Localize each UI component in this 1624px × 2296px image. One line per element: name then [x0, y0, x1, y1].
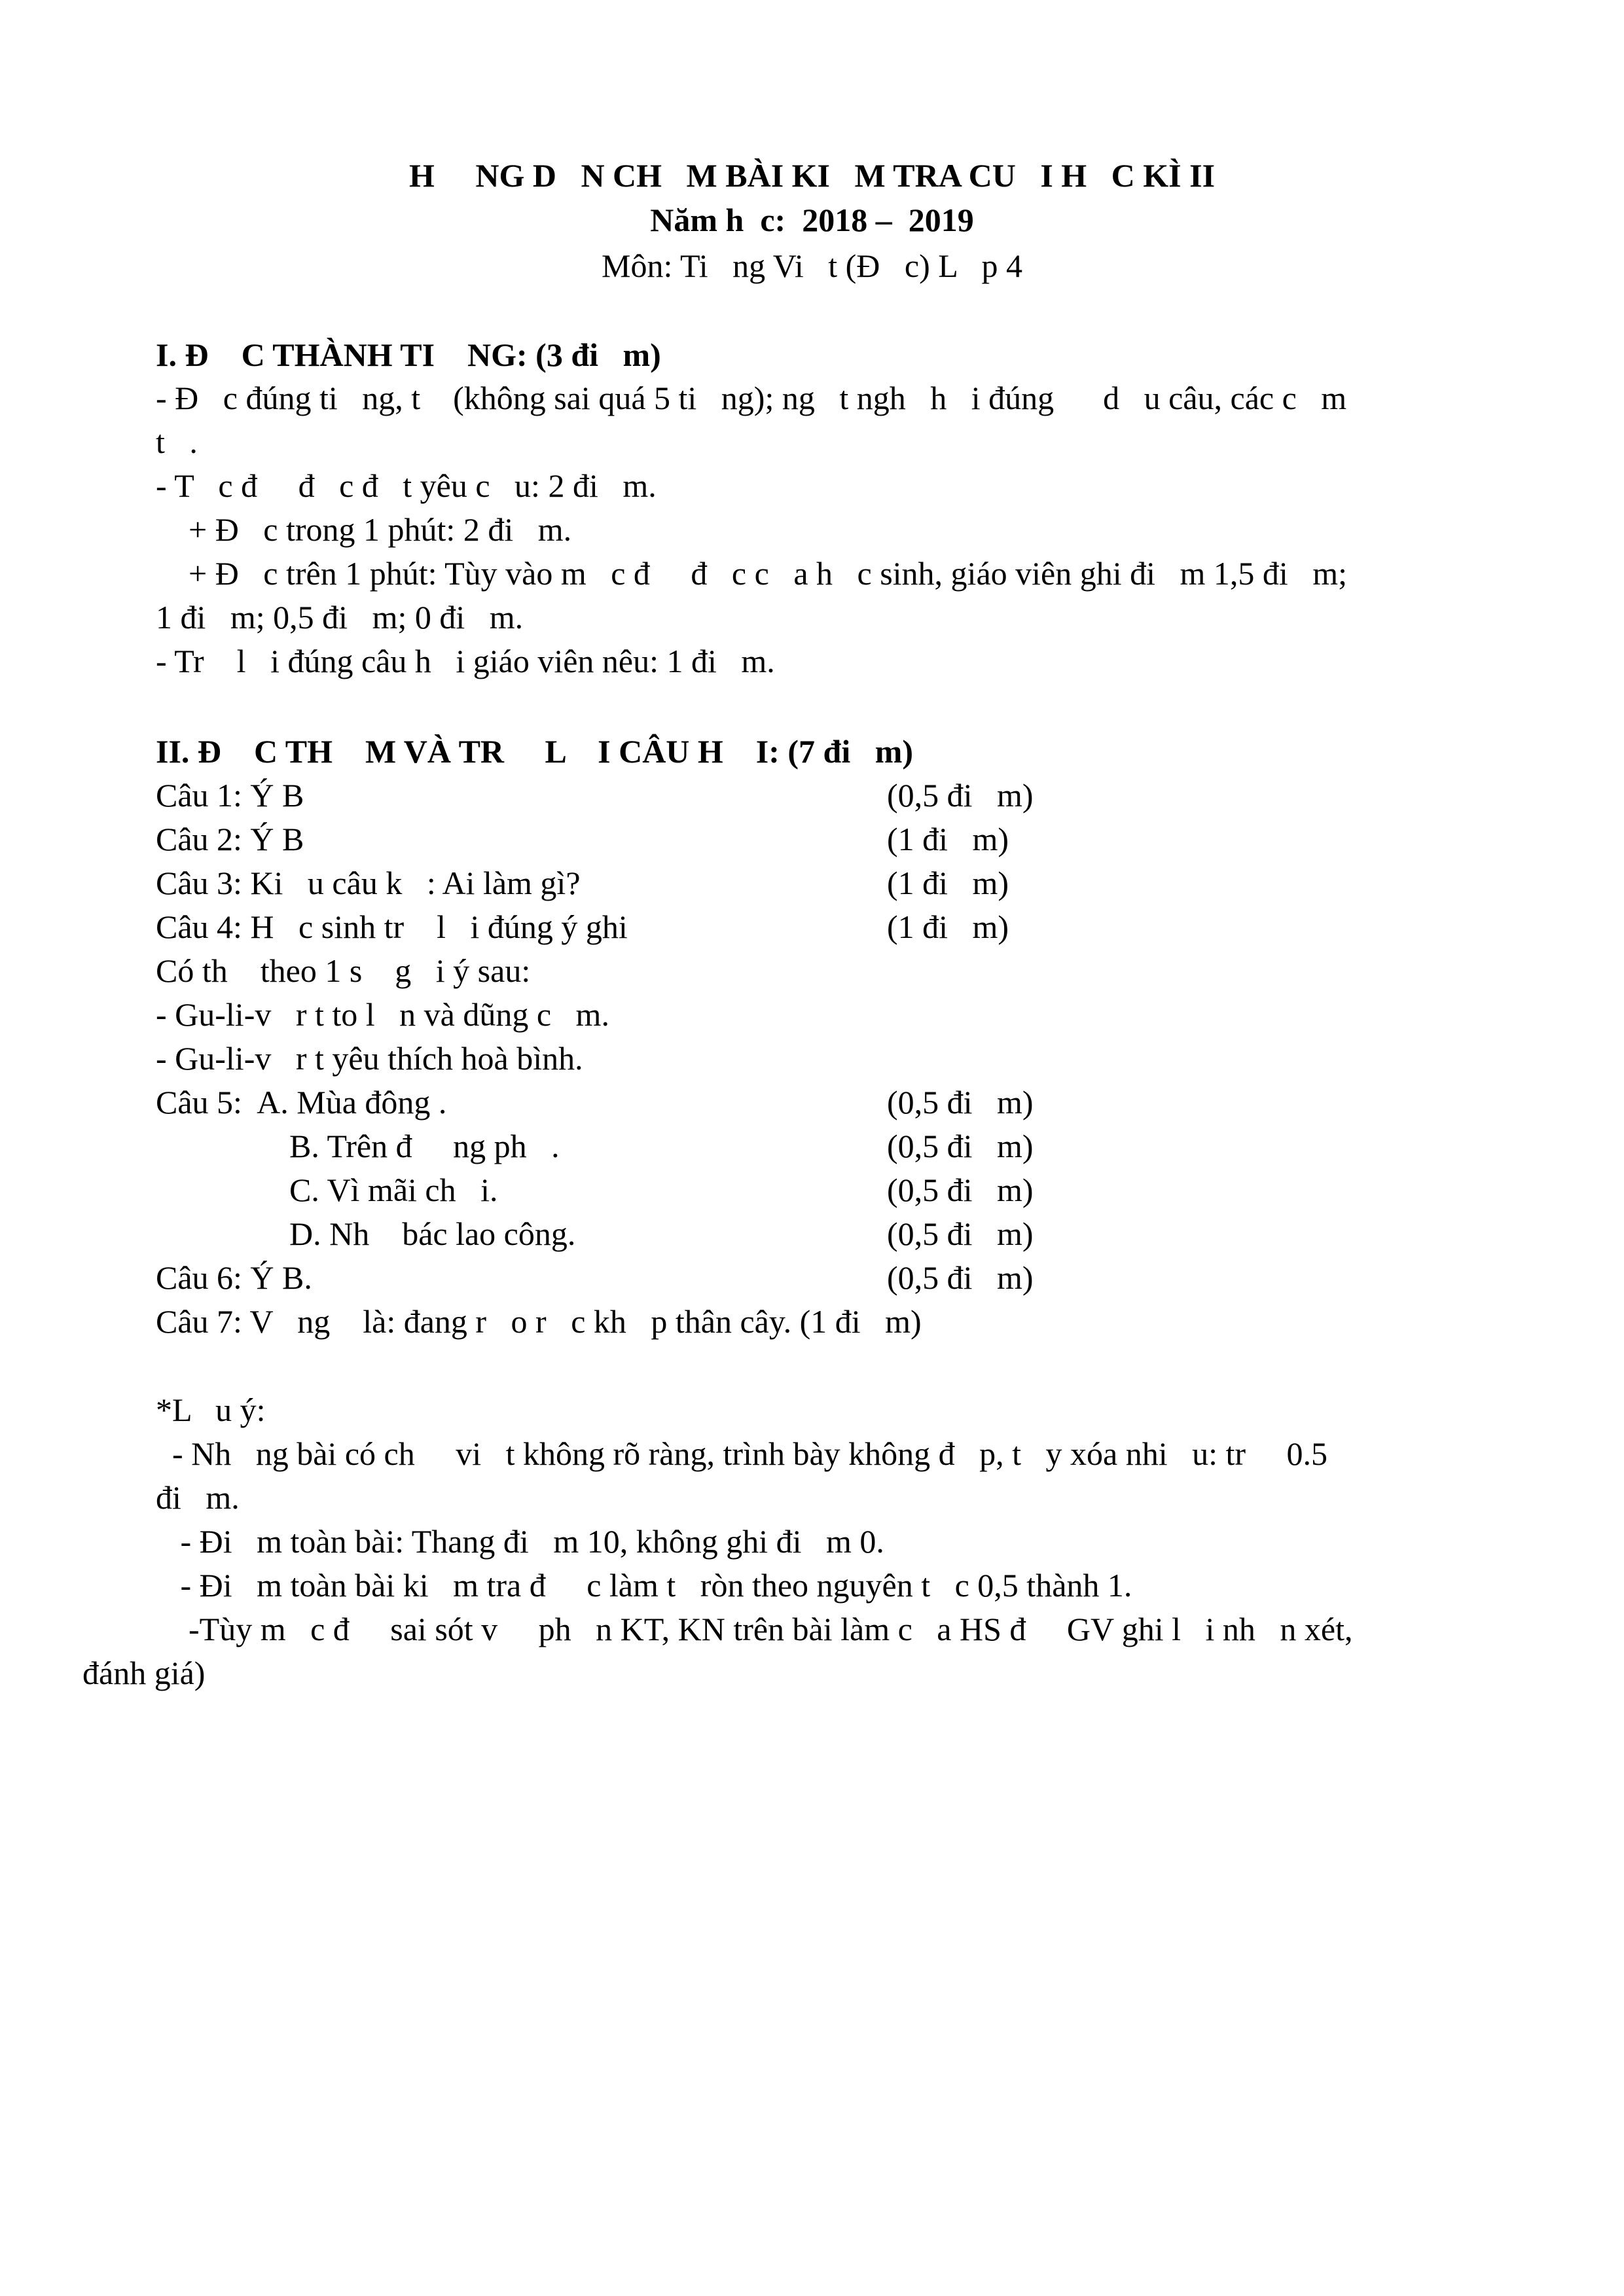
note-line: đánh giá) — [82, 1655, 206, 1691]
document-title: H NG D N CH M BÀI KI M TRA CU I H C KÌ II — [408, 157, 1216, 194]
note-heading: *L u ý: — [156, 1391, 266, 1428]
answer-score: (1 đi m) — [887, 821, 1009, 857]
answer-label: Câu 4: H c sinh tr l i đúng ý ghi — [156, 908, 628, 945]
section-1-line: + Đ c trong 1 phút: 2 đi m. — [156, 511, 572, 548]
answer-label: Câu 1: Ý B — [156, 777, 304, 814]
section-1-line: - Đ c đúng ti ng, t (không sai quá 5 ti ng); ng t ngh h i đúng d u câu, các c m — [156, 380, 1347, 416]
subject-line: Môn: Ti ng Vi t (Đ c) L p 4 — [602, 247, 1022, 284]
answer-score: (0,5 đi m) — [887, 1172, 1034, 1208]
answer-label: Câu 3: Ki u câu k : Ai làm gì? — [156, 865, 581, 901]
answer-score: (0,5 đi m) — [887, 1084, 1034, 1121]
answer-score: (0,5 đi m) — [887, 1215, 1034, 1252]
note-line: - Nh ng bài có ch vi t không rõ ràng, trình bày không đ p, t y xóa nhi u: tr 0.5 — [156, 1435, 1328, 1472]
answer-label: Câu 5: A. Mùa đông . — [156, 1084, 447, 1121]
suggestion-line: Có th theo 1 s g i ý sau: — [156, 952, 531, 989]
answer-label: C. Vì mãi ch i. — [289, 1172, 498, 1208]
section-2-heading: II. Đ C TH M VÀ TR L I CÂU H I: (7 đi m) — [156, 733, 914, 770]
note-line: đi m. — [156, 1479, 240, 1516]
note-line: - Đi m toàn bài ki m tra đ c làm t ròn theo nguyên t c 0,5 thành 1. — [156, 1567, 1132, 1604]
answer-score: (0,5 đi m) — [887, 1259, 1034, 1296]
answer-score: (0,5 đi m) — [887, 1128, 1034, 1164]
section-1-line: 1 đi m; 0,5 đi m; 0 đi m. — [156, 599, 524, 636]
answer-label: Câu 7: V ng là: đang r o r c kh p thân cây. (1 đi m) — [156, 1303, 922, 1340]
suggestion-line: - Gu-li-v r t to l n và dũng c m. — [156, 996, 609, 1033]
school-year: Năm h c: 2018 – 2019 — [650, 202, 974, 238]
answer-label: B. Trên đ ng ph . — [289, 1128, 560, 1164]
section-1-line: + Đ c trên 1 phút: Tùy vào m c đ đ c c a h c sinh, giáo viên ghi đi m 1,5 đi m; — [156, 555, 1348, 592]
section-1-line: t . — [156, 423, 198, 460]
answer-label: D. Nh bác lao công. — [289, 1215, 576, 1252]
answer-score: (1 đi m) — [887, 865, 1009, 901]
answer-label: Câu 6: Ý B. — [156, 1259, 312, 1296]
note-line: - Đi m toàn bài: Thang đi m 10, không ghi đi m 0. — [156, 1523, 884, 1560]
section-1-heading: I. Đ C THÀNH TI NG: (3 đi m) — [156, 336, 661, 373]
suggestion-line: - Gu-li-v r t yêu thích hoà bình. — [156, 1040, 583, 1077]
section-1-line: - Tr l i đúng câu h i giáo viên nêu: 1 đi m. — [156, 643, 775, 679]
note-line: -Tùy m c đ sai sót v ph n KT, KN trên bài làm c a HS đ GV ghi l i nh n xét, — [156, 1611, 1353, 1647]
answer-score: (0,5 đi m) — [887, 777, 1034, 814]
section-1-line: - T c đ đ c đ t yêu c u: 2 đi m. — [156, 467, 657, 504]
answer-score: (1 đi m) — [887, 908, 1009, 945]
answer-label: Câu 2: Ý B — [156, 821, 304, 857]
